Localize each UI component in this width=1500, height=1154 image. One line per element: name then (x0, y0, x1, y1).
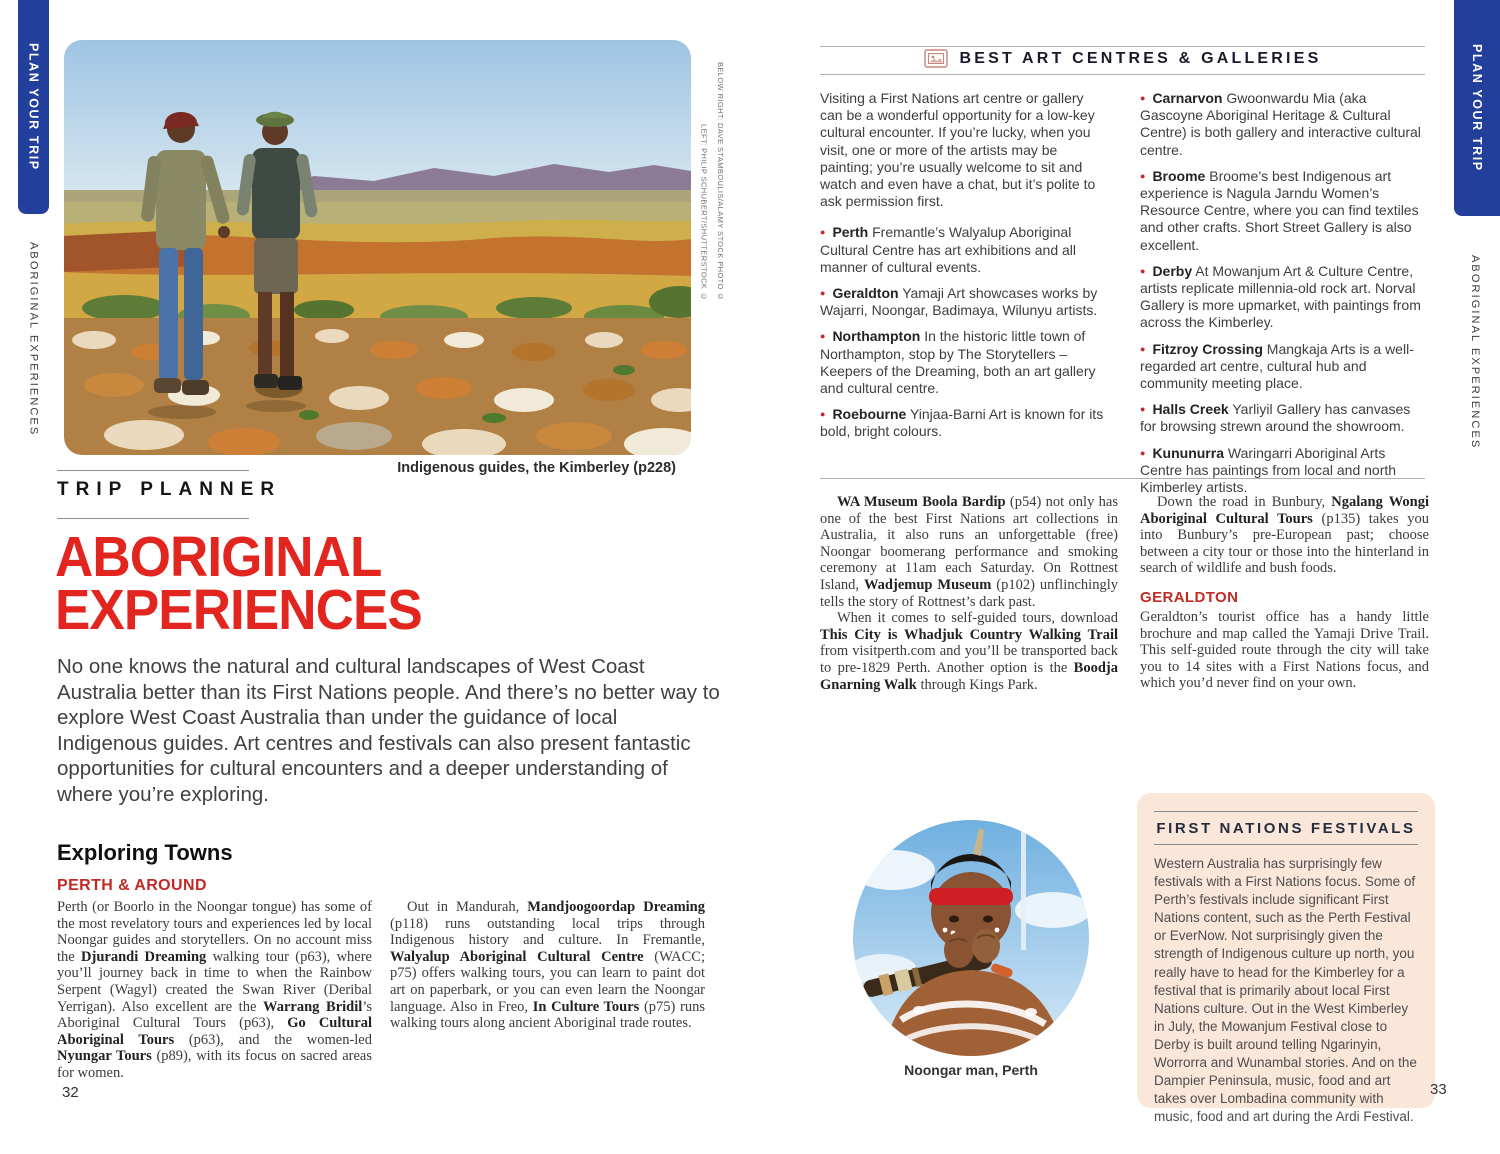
section-divider-rule (820, 478, 1425, 479)
section-label-left: ABORIGINAL EXPERIENCES (27, 241, 40, 437)
art-centre-item: ● Derby At Mowanjum Art & Culture Centre, artists replicate millennia-old rock art. Norval Gallery is more upmarket, with paintings from across the Kimberley. (1140, 262, 1421, 331)
art-centre-item: ● Geraldton Yamaji Art showcases works by Wajarri, Noongar, Badimaya, Wilunyu artists. (820, 285, 1098, 319)
page-number-left: 32 (62, 1084, 79, 1101)
art-centre-item: ● Northampton In the historic little town of Northampton, stop by The Storytellers – Keepers of the Dreaming, both an art gallery and cultural centre. (820, 328, 1096, 397)
tab-label: PLAN YOUR TRIP (1470, 44, 1484, 172)
page-number-right: 33 (1430, 1081, 1447, 1098)
festival-box-title: FIRST NATIONS FESTIVALS (1156, 820, 1416, 837)
header-rule-bottom (820, 74, 1425, 75)
mandurah-paragraph: Out in Mandurah, Mandjoogoordap Dreaming (p118) runs outstanding local trips through Indigenous history and culture. In Fremantle, Walyalup Aboriginal Cultural Centre (WACC; p75) offers walking tours, you can learn to paint dot art on paperbark, or you can even learn the Noongar language. Also in Freo, In Culture Tours (p75) runs walking tours along ancient Aboriginal trade routes. (390, 899, 706, 1032)
header-rule-top (820, 46, 1425, 47)
art-centre-item: ● Kununurra Waringarri Aboriginal Arts Centre has paintings from local and north Kimberley artists. (1140, 444, 1397, 496)
kimberley-photo (64, 40, 691, 455)
bullet-icon: ● (1140, 447, 1146, 458)
bullet-icon: ● (1140, 404, 1146, 415)
museums-paragraph: WA Museum Boola Bardip (p54) not only has one of the best First Nations art collections in Australia, it also runs an unforgettable (free) Noongar boomerang performance and smoking ceremony at 11am each Saturday. On Rottnest Island, Wadjemup Museum (p102) unflinchingly tells the story of Rottnest’s dark past. (820, 494, 1119, 610)
noongar-man-illustration (853, 820, 1089, 1056)
kicker-rule-bottom (57, 518, 249, 519)
page-title: ABORIGINAL EXPERIENCES (55, 525, 422, 642)
intro-paragraph: No one knows the natural and cultural landscapes of West Coast Australia better than its First Nations people. And there’s no better way to explore West Coast Australia than under the guidance of local Indigenous guides. Art centres and festivals can also present fantastic opportunities for cultural encounters and a deeper understanding of where you’re exploring. (57, 655, 720, 806)
art-centre-item: ● Broome Broome’s best Indigenous art experience is Nagula Jarndu Women’s Resource Centre, where you can find textiles and other crafts. Short Street Gallery is also excellent. (1140, 167, 1419, 253)
exploring-towns-text (57, 899, 705, 1107)
picture-frame-icon (924, 49, 948, 68)
geraldton-paragraph: Geraldton’s tourist office has a handy little brochure and map called the Yamaji Drive Trail. This self-guided route through the city will take you to 14 sites with a First Nations focus, and which you’d never find on your own. (1140, 608, 1429, 692)
photo-caption: Indigenous guides, the Kimberley (p228) (397, 460, 676, 476)
gallery-column-1 (820, 90, 1106, 450)
perth-paragraph: Perth (or Boorlo in the Noongar tongue) has some of the most revelatory tours and experiences led by local Noongar guides and storytellers. On no account miss the Djurandi Dreaming walking tour (p63), where you’ll journey back in time to when the Rainbow Serpent (Wagyl) created the Swan River (Deribal Yerrigan). Also excellent are the Warrang Bridil’s Aboriginal Cultural Tours (p63), Go Cultural Aboriginal Tours (p63), and the women-led Nyungar Tours (p89), with its focus on sacred areas for women. (57, 899, 372, 1081)
festival-rule-top (1154, 811, 1418, 812)
bullet-icon: ● (820, 331, 826, 342)
kimberley-photo-illustration (64, 40, 691, 455)
plan-your-trip-tab-left (18, 0, 49, 214)
bullet-icon: ● (1140, 170, 1146, 181)
bunbury-geraldton-column (1140, 494, 1429, 692)
bunbury-paragraph: Down the road in Bunbury, Ngalang Wongi Aboriginal Cultural Tours (p135) takes you into Bunbury’s pre-European past; choose between a city tour or those into the hinterland in search of wildlife and bush foods. (1140, 494, 1429, 577)
geraldton-heading: GERALDTON (1140, 588, 1239, 606)
bullet-icon: ● (820, 409, 826, 420)
bullet-icon: ● (820, 288, 826, 299)
bullet-icon: ● (1140, 343, 1146, 354)
section-label-right: ABORIGINAL EXPERIENCES (1469, 255, 1481, 450)
tab-label: PLAN YOUR TRIP (26, 43, 41, 171)
art-centre-item: ● Fitzroy Crossing Mangkaja Arts is a well-regarded art centre, cultural hub and community meeting place. (1140, 340, 1414, 392)
best-art-header-title: BEST ART CENTRES & GALLERIES (959, 49, 1322, 67)
art-centre-item: ● Carnarvon Gwoonwardu Mia (aka Gascoyne Aboriginal Heritage & Cultural Centre) is both gallery and interactive cultural centre. (1140, 90, 1421, 158)
first-nations-festivals-box (1137, 793, 1435, 1125)
kicker-rule-top (57, 470, 249, 471)
festival-box-body: Western Australia has surprisingly few festivals with a First Nations focus. Some of Perth’s festivals include significant First Nations content, such as the Perth Festival or EverNow. Not surprisingly given the strength of Indigenous culture up north, you really have to head for the Kimberley for a festival that is primarily about local First Nations culture. Out in the West Kimberley in July, the Mowanjum Festival close to Derby is built around telling Ngarinyin, Worrorra and Wunambal stories. And on the Dampier Peninsula, music, food and art takes over Lombadina community with music, food and art during the Ardi Festival. (1154, 856, 1417, 1125)
best-art-header (820, 49, 1425, 68)
gallery-column-2 (1140, 90, 1427, 505)
photo-credit: LEFT: PHILIP SCHUBERT/SHUTTERSTOCK © BELOW RIGHT: DAVE STAMBOULIS/ALAMY STOCK PHOTO © (699, 62, 725, 302)
kicker: TRIP PLANNER (57, 479, 282, 500)
circle-photo-caption: Noongar man, Perth (904, 1062, 1038, 1078)
plan-your-trip-tab-right (1454, 0, 1500, 216)
gallery-intro: Visiting a First Nations art centre or gallery can be a wonderful opportunity for a low-key cultural encounter. If you’re lucky, when you visit, one or more of the artists may be painting; you’re usually welcome to sit and watch and even have a chat, but it’s polite to ask permission first. (820, 90, 1096, 210)
art-centre-item: ● Perth Fremantle’s Walyalup Aboriginal Cultural Centre has art exhibitions and all manner of cultural events. (820, 224, 1077, 275)
bullet-icon: ● (1140, 265, 1146, 276)
art-centre-item: ● Roebourne Yinjaa-Barni Art is known for its bold, bright colours. (820, 406, 1104, 440)
bullet-icon: ● (1140, 93, 1146, 103)
museums-column (820, 494, 1118, 693)
noongar-man-photo (853, 820, 1089, 1056)
festival-rule-bottom (1154, 844, 1418, 845)
art-centre-item: ● Halls Creek Yarliyil Gallery has canvases for browsing strewn around the showroom. (1140, 401, 1411, 435)
perth-around-heading: PERTH & AROUND (57, 877, 207, 894)
exploring-towns-heading: Exploring Towns (57, 840, 233, 865)
walks-paragraph: When it comes to self-guided tours, download This City is Whadjuk Country Walking Trail from visitperth.com and you’ll be transported back to pre-1829 Perth. Another option is the Boodja Gnarning Walk through Kings Park. (820, 610, 1118, 693)
bullet-icon: ● (820, 227, 826, 238)
